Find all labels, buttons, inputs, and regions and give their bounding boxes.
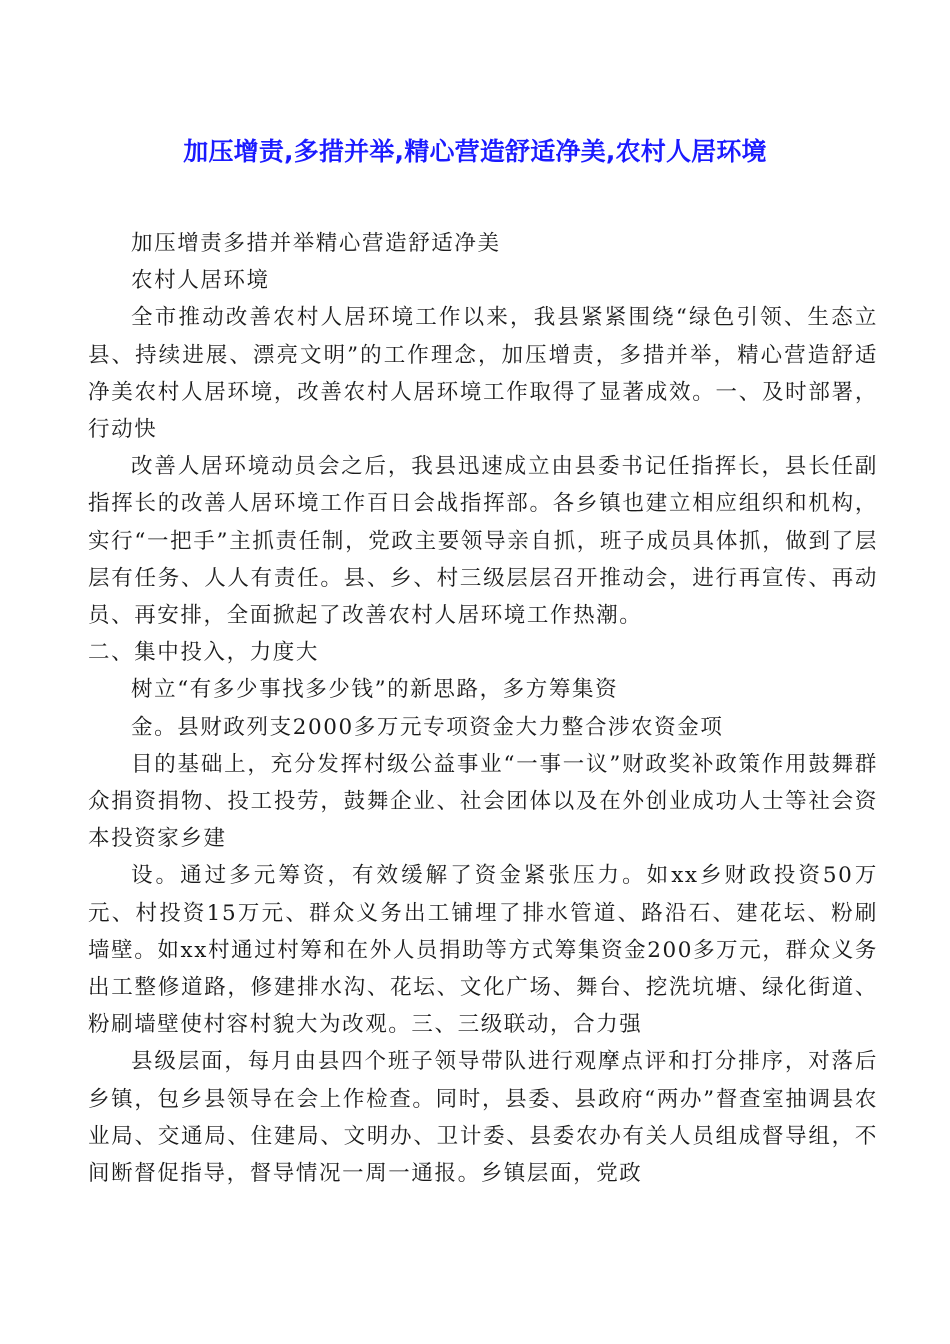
paragraph-4: 改善人居环境动员会之后，我县迅速成立由县委书记任指挥长，县长任副指挥长的改善人居环境工作百日会战指挥部。各乡镇也建立相应组织和机构，实行“一把手”主抓责任制，党政主要领导亲自抓，班子成员具体抓，做到了层层有任务、人人有责任。县、乡、村三级层层召开推动会，进行再宣传、再动员、再安排，全面掀起了改善农村人居环境工作热潮。 [88,454,878,629]
section-heading-2: 二、集中投入，力度大 [88,640,320,666]
paragraph-1: 加压增责多措并举精心营造舒适净美 [131,231,501,256]
paragraph-7: 目的基础上，充分发挥村级公益事业“一事一议”财政奖补政策作用鼓舞群众捐资捐物、投工投劳，鼓舞企业、社会团体以及在外创业成功人士等社会资本投资家乡建 [88,751,878,852]
document-title: 加压增责,多措并举,精心营造舒适净美,农村人居环境 [183,137,767,166]
paragraph-3: 全市推动改善农村人居环境工作以来，我县紧紧围绕“绿色引领、生态立县、持续进展、漂亮文明”的工作理念，加压增责，多措并举，精心营造舒适净美农村人居环境，改善农村人居环境工作取得了显著成效。一、及时部署，行动快 [88,305,878,443]
paragraph-2: 农村人居环境 [131,268,270,294]
paragraph-8: 设。通过多元筹资，有效缓解了资金紧张压力。如xx乡财政投资50万元、村投资15万元、群众义务出工铺埋了排水管道、路沿石、建花坛、粉刷墙壁。如xx村通过村筹和在外人员捐助等方式筹集资金200多万元，群众义务出工整修道路，修建排水沟、花坛、文化广场、舞台、挖洗坑塘、绿化街道、粉刷墙壁使村容村貌大为改观。三、三级联动，合力强 [88,863,878,1038]
paragraph-5: 树立“有多少事找多少钱”的新思路，多方筹集资 [131,677,619,703]
paragraph-9: 县级层面，每月由县四个班子领导带队进行观摩点评和打分排序，对落后乡镇，包乡县领导在会上作检查。同时，县委、县政府“两办”督查室抽调县农业局、交通局、住建局、文明办、卫计委、县委农办有关人员组成督导组，不间断督促指导，督导情况一周一通报。乡镇层面，党政 [88,1049,878,1187]
paragraph-6: 金。县财政列支2000多万元专项资金大力整合涉农资金项 [131,714,724,740]
document-body [88,225,878,1192]
